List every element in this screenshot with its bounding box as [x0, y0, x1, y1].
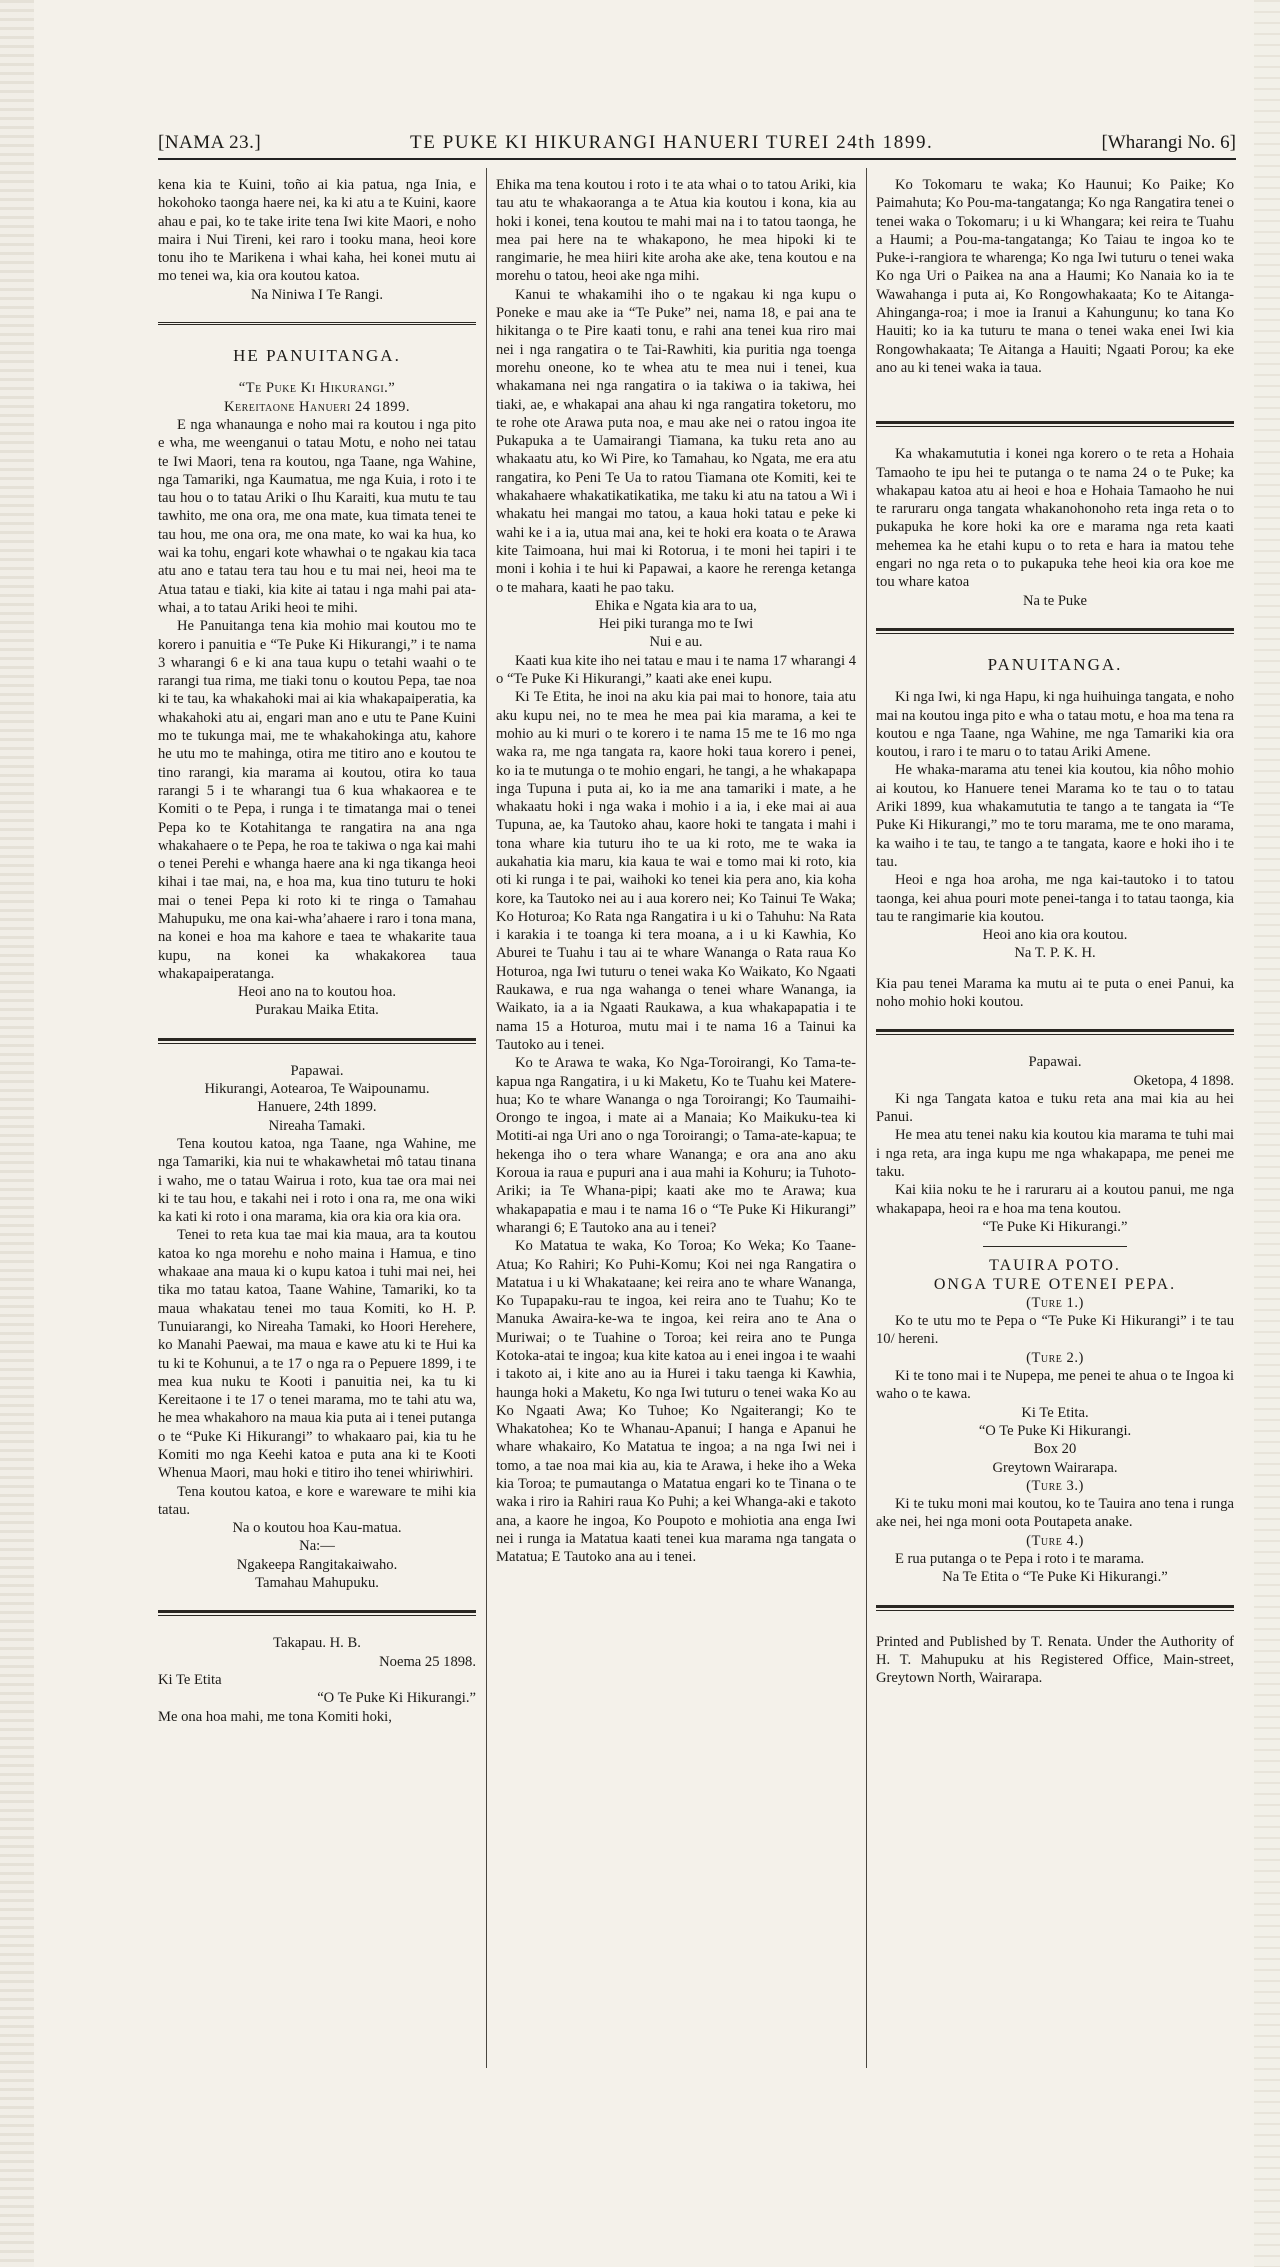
scan-edge-left: [0, 0, 34, 2267]
signature: Na o koutou hoa Kau-matua.: [232, 1520, 402, 1537]
rule-text: E rua putanga o te Pepa i roto i te marama.: [894, 1551, 1145, 1567]
signature: Na:—: [299, 1538, 335, 1555]
notice-title: “Te Puke Ki Hikurangi.”: [238, 380, 396, 397]
signature: Na te Puke: [1022, 592, 1088, 609]
rules-heading: TAUIRA POTO.: [989, 1257, 1121, 1275]
rule-text: Ko te utu mo te Pepa o “Te Puke Ki Hikurangi” i te tau 10/ hereni.: [876, 1313, 1234, 1348]
paragraph: Kia pau tenei Marama ka mutu ai te puta o enei Panui, ka noho mohio hoki koutou.: [876, 975, 1234, 1010]
paragraph: Heoi e nga hoa aroha, me nga kai-tautoko i to tatou taonga, kei ahua pouri mote penei-tanga i to tatau taonga, kia tau te rangimarie kia koutou.: [876, 872, 1234, 925]
column-rule-2: [866, 168, 867, 2068]
scan-edge-right: [1254, 0, 1280, 2267]
issue-number: [NAMA 23.]: [158, 132, 262, 153]
paragraph: Kanui te whakamihi iho o te ngakau ki nga kupu o Poneke e mau ake ia “Te Puke” nei, nama 18, e pai ana te hikitanga o te Pire kaati tonu, e rahi ana tenei kua riro mai nei i nga rangatira o te Tai-Rawhiti, kia puritia nga toenga morehu oneone, ko te whea atu te mea nui i tenei, kua whakamana nei nga rangatira o ia takiwa o ia takiwa, hei tiaki, ae, e whakapai ana ahau ki nga rangatira toketoru, mo te rohe ote Arawa puta noa, e mau ake nei o ratou ingoa ite Pukapuka a te Uamairangi Tiamana, ka tuku reta ano au whakaatu atu, ko Wi Pire, ko Tamahau, ko Ngata, me era atu rangatira, ko Peni Te Ua to ratou Tiamana ote Komiti, kei te whakahaere whakatikatikatika, me taku ki atu na tatou a Wi i whakatu hei mangai mo tatou, a kaua hoki tatau e peke ki wahi ke i a ia, utua mai ana, kei te hoki era koata o te Arawa kite Taimoana, hui mai ki Rotorua, i te moni hei tapiri i te moni i kohia i te hui ki Papawai, a kaore he rerenga ketanga o te mahara, kaati he pao taku.: [496, 286, 856, 596]
rules-subheading: ONGA TURE OTENEI PEPA.: [933, 1275, 1177, 1293]
section-heading: HE PANUITANGA.: [233, 346, 401, 366]
verse-line: Ehika e Ngata kia ara to ua,: [595, 597, 757, 614]
letter-title: Takapau. H. B.: [273, 1635, 361, 1652]
paragraph: Ehika ma tena koutou i roto i te ata whai o to tatou Ariki, kia tau atu te whakaoranga a te Atua kia koutou i kona, kia au hoki i konei, tena koutou te mahi mai na i to tatou taonga, he mea pai here na te whakapono, he mea hipoki ki te rangimarie, he mea hiiri kite aroha ake ake, tena koutou e na morehu o tatou, heoi ake nga mihi.: [496, 177, 856, 285]
letter-date: Oketopa, 4 1898.: [1133, 1072, 1234, 1089]
divider: [876, 628, 1234, 634]
paragraph: He Panuitanga tena kia mohio mai koutou mo te korero i panuitia e “Te Puke Ki Hikurangi,” i te nama 3 wharangi 6 e ki ana taua kupu o tetahi waahi o te rarangi tua rima, me tiaki tonu o koutou Pepa, tae noa ki te tau, ka whakahoki mai ai kia whakapaiperatia, ka whakahoki atu ai, engari man ano e utu te Pane Kuini mo te tukunga mai, me te whakahokinga atu, kahore he utu mo te mahinga, otira me titiro ano e koutou te tino rarangi, kia marama ai koutou, otira ko taua rarangi 5 i te wharangi tua 6 kua whakaorea e te Komiti o te Pepa, i runga i te timatanga mai o tenei Pepa ko te Kotahitanga te rangatira na ana nga whakahaere o te Pepa, he roa te takiwa o nga kai mahi o tenei Perehi e whanga haere ana ki nga tikanga heoi kihai i tae mai, na, e hoa ma, kua tino tuturu te hoki mai o tenei Pepa ki roto ki te ringa o Tamahau Mahupuku, me ona kai-wha’ahaere i raro i tona mana, na konei e hoa ma kahore e taea te whakarite taua kupu, na konei ka whakakorea taua whakapaiperatanga.: [158, 618, 476, 982]
paragraph: E nga whanaunga e noho mai ra koutou i nga pito e wha, me weenganui o tatau Motu, e noho nei tatau te Iwi Maori, tena ra koutou, nga Taane, nga Wahine, nga Tamariki, nga Kaumatua, me nga Kuia, i roto i te tau hou o to tatau Ariki o Ihu Karaiti, kua mutu te tau tawhito, me ona ora, me ona mate, kua timata tenei te tau hou, me ona ora, me ona mate, ko wai ka hua, ko wai ka tohu, engari kote whawhai o te ngakau kia taca atu ano e tatau tera tau hou e tu mai nei, heoi ma te Atua tatau e tiaki, kia kite ai tatau i nga mahi pai ata-whai, a to tatau Ariki heoi te mihi.: [158, 416, 476, 616]
paragraph: Ka whakamututia i konei nga korero o te reta a Hohaia Tamaoho te ipu hei te putanga o te nama 24 o te Puke; ka whakapau katoa atu ai heoi e hoa e Hohaia Tamaoho he nui te raruraru onga tangata whakanohonoho reta inga reta o to pukapuka he kore hoki ka ore e marama nga reta kaati mehemea ka he etahi kupu o to reta e hara ia matou tehe engari no nga reta o to pukapuka tehe heoi kia ora koe me tou whare katoa: [876, 446, 1234, 591]
divider: [876, 1029, 1234, 1035]
letter-date: Noema 25 1898.: [379, 1653, 476, 1670]
paragraph: Kaati kua kite iho nei tatau e mau i te nama 17 wharangi 4 o “Te Puke Ki Hikurangi,” kaati ake enei kupu.: [496, 652, 856, 688]
rule-label: (Ture 2.): [1026, 1349, 1084, 1366]
signature: Na Niniwa I Te Rangi.: [250, 286, 384, 303]
divider: [158, 1038, 476, 1044]
rule-label: (Ture 1.): [1026, 1294, 1084, 1311]
signature: “Te Puke Ki Hikurangi.”: [982, 1218, 1128, 1235]
address-line: Ki Te Etita.: [1021, 1404, 1089, 1421]
signature: Tamahau Mahupuku.: [255, 1575, 379, 1592]
rule-text: Ki te tono mai i te Nupepa, me penei te ahua o te Ingoa ki waho o te kawa.: [876, 1368, 1234, 1403]
column-2: [496, 176, 856, 1567]
paragraph: Tenei to reta kua tae mai kia maua, ara ta koutou katoa ko nga morehu e noho maina i Hamua, e tino whakaae ana maua ki o kupu katoa i tuhi mai nei, hei tika mo tatau katoa, Taane Wahine, Tamariki, ko ta maua whakatau tenei mo taua Komiti, ko H. P. Tunuiarangi, ko Nireaha Tamaki, ko Hoori Herehere, ko Manahi Paewai, ma maua e kawe atu ki te Hui ka tu ki te Kohunui, a te 17 o nga ra o Pepuere 1899, i te mea kua nuku te Kooti i panuitia nei, ka tu ki Kereitaone i te 17 o tenei marama, mo te tahi atu wa, he mea whakahoro na maua kia puta ai i tenei putanga o te “Puke Ki Hikurangi” to whakaaro pai, kia tu he Komiti mo nga Keehi katoa e puta ana ki te Kooti Whenua Maori, mau hoki e titiro iho tenei whiriwhiri.: [158, 1227, 476, 1482]
paragraph: He mea atu tenei naku kia koutou kia marama te tuhi mai i nga reta, ara inga kupu me nga whakapapa, me penei me taku.: [876, 1127, 1234, 1181]
verse-line: Hei piki turanga mo te Iwi: [598, 616, 754, 633]
divider: [983, 1246, 1126, 1247]
signature: Heoi ano na to koutou hoa.: [237, 984, 397, 1001]
paragraph: Tena koutou katoa, e kore e wareware te mihi kia tatau.: [158, 1483, 476, 1518]
divider: [876, 421, 1234, 427]
signature: Purakau Maika Etita.: [255, 1002, 379, 1019]
verse-line: Nui e au.: [649, 634, 703, 651]
letter-title: Papawai.: [290, 1062, 344, 1079]
paragraph: Ko Tokomaru te waka; Ko Haunui; Ko Paike; Ko Paimahuta; Ko Pou-ma-tangatanga; Ko nga Rangatira tenei o tenei waka o Tokomaru; i u ki Whangara; kei reira te Tuahu a Haumi; a Pou-ma-tangatanga; Ko Taiau te ingoa ko te Puke-i-rangiora te wharenga; Ko nga Iwi tuturu o tenei waka Ko nga Uri o Paikea na ana a Haumi; Ko Nanaia ko ia te Wawahanga i puta ai, Ko Rongowhakaata; Ko te Aitanga-Ahinganga-roa; i moe ia Iranui a Kahungunu; ko tana Ko Hauiti; ko ia ka tuturu te mana o tenei waka enei Iwi kia Rongowhakaata; Te Aitanga a Hauiti; Ngaati Porou; ka eke ano au ki tenei waka ia taua.: [876, 177, 1234, 376]
rule-label: (Ture 4.): [1026, 1532, 1084, 1549]
paragraph: Ko te Arawa te waka, Ko Nga-Toroirangi, Ko Tama-te-kapua nga Rangatira, i u ki Maketu, Ko te Tuahu kei Matere-hua; Ko te whare Wananga o nga Toroirangi; Ko Taumaihi-Orongo te ingoa, i mate ai a Manaia; Ko Maikuku-tea ki Motiti-ai nga Uri ano o nga Toroirangi; o Tama-ate-kapua; te hekenga iho o tera whare Wananga; e ora ana ano aku Koroua ia raua e pupuri ana i aua mahi ia Kohuru; ia Tuhoto-Ariki; ia Te Whana-pipi; kaati ake mo te Arawa; kua whakapapatia e mau i te nama 16 o “Te Puke Ki Hikurangi” wharangi 6; E Tautoko ana au i tenei?: [496, 1055, 856, 1236]
address-line: “O Te Puke Ki Hikurangi.: [978, 1422, 1132, 1439]
rule-label: (Ture 3.): [1026, 1477, 1084, 1494]
divider: [158, 322, 476, 325]
paragraph: Kai kiia noku te he i raruraru ai a koutou panui, me nga whakapapa, heoi ra e hoa ma tena koutou.: [876, 1182, 1234, 1217]
signature: Na T. P. K. H.: [1014, 945, 1096, 962]
letter-location: Hikurangi, Aotearoa, Te Waipounamu.: [204, 1081, 430, 1098]
section-heading: PANUITANGA.: [987, 654, 1123, 674]
paragraph: Ko Matatua te waka, Ko Toroa; Ko Weka; Ko Taane-Atua; Ko Rahiri; Ko Puhi-Komu; Koi nei nga Rangatira o Matatua i u ki Whakataane; kei reira ano te whare Wananga, Ko Tupapaku-rau te ingoa, kei reira ano te Tuahu; Ko te Manuka Awaira-ke-wa te ingoa, kei reira ano te Ana o Muriwai; o te Tuahine o Toroa; kei reira ano te Punga Kotoka-atai te ingoa; kua kite katoa au i enei ingoa i te waahi i takoto ai, i kite ano au ia Hurei i taku taenga ki Kawhia, haunga hoki a Maketu, Ko nga Iwi tuturu o tenei waka Ko au Ko Ngaati Awa; Ko Tuhoe; Ko Ngaiterangi; Ko te Whakatohea; Ko te Whanau-Apanui; I hanga e Apanui he whare whakairo, Ko Matatua te ingoa; a na nga Iwi nei i tomo, a tae noa mai kia au, kia te Arawa, i heke iho a Weka kia Toroa; te pumautanga o Matatua engari ko te Tinana o te waka i riro ia Rahiri raua Ko Puhi; a kei Whanga-aki e takoto ana, a kaore he ingoa, Ko Poupoto e mohiotia ana enga Iwi nei i runga ia Matatua kaati tenei kua marama nga tangata o Matatua; E Tautoko ana au i tenei.: [496, 1238, 856, 1566]
column-1: [158, 176, 476, 1726]
letter-recipient: Ki Te Etita: [158, 1671, 222, 1688]
paragraph: Me ona hoa mahi, me tona Komiti hoki,: [158, 1708, 392, 1725]
paragraph: Tena koutou katoa, nga Taane, nga Wahine, me nga Tamariki, kia nui te whakawhetai mô tatau tinana i waho, me o tatau Wairua i roto, kua tae ora mai nei ki te tau hou, e takahi nei i roto i ona ra, me ona wiki ka kati ki roto i ona marama, kia ora kia ora kia ora.: [158, 1135, 476, 1226]
address-line: Greytown Wairarapa.: [992, 1459, 1118, 1476]
article-continuation: kena kia te Kuini, toño ai kia patua, nga Inia, e hokohoko taonga haere nei, ka ki atu a te Kuini, kaore ahau e pai, ko te take irite tena Iwi kite Maori, e noho maira i Nui Tireni, kei raro i tooku mana, heoi kore tonu iho te Marikena i whai kaha, hei konei mutu ai mo tenei wa, kia ora koutou katoa.: [158, 177, 476, 285]
signature: Na Te Etita o “Te Puke Ki Hikurangi.”: [942, 1569, 1168, 1586]
letter-recipient: Nireaha Tamaki.: [268, 1117, 366, 1134]
page-number: [Wharangi No. 6]: [1101, 132, 1236, 153]
letter-date: Hanuere, 24th 1899.: [257, 1099, 377, 1116]
column-rule-1: [486, 168, 487, 2068]
paragraph: Ki nga Iwi, ki nga Hapu, ki nga huihuinga tangata, e noho mai na koutou inga pito e wha o tatau motu, e hoa ma tena ra koutou e nga Taane, nga Wahine, me nga Tamariki kia ora koutou, i raro i te maru o to tatau Ariki Amene.: [876, 689, 1234, 761]
paragraph: Ki Te Etita, he inoi na aku kia pai mai to honore, taia atu aku kupu nei, no te mea he mea pai kia marama, a kei te mohio au ki muri o te korero i te nama 15 me te 16 mo nga waka ra, me nga tangata ra, kaore hoki taua korero i penei, ko ia te mutunga o te mohio engari, he tangi, a he whakapapa inga Tupuna i puta ai, ko ia me ana tamariki i mate, a he whakaatu hoki i nga waka i mohio i a ia, i eke mai ai aua Tupuna, ae, ka Tautoko ahau, kaore hoki te tangata i mahi i tona whare kia tuturu iho te ua ki roto, me te waka ia aukahatia kia maru, kia kaua te wai e tomo mai ki roto, kia oti ki runga i te pai, waihoki ko tenei kia pera ano, kia koha kore, ka Tautoko nei au i aua korero nei; Ko Tainui Te Waka; Ko Hoturoa; Ko Rata nga Rangatira i u ki o Tahuhu: Na Rata i karakia i te toanga ki tera moana, a i u ki Kawhia, Ko Aburei te Tuahu i tau ai te whare Wananga o Rata raua Ko Hoturoa, nga Iwi tuturu o tenei waka Ko Waikato, Ko Ngaati Raukawa, e rua nga wahanga o tenei whare Wananga, ia Waikato, ia a ia Ngaati Raukawa, a kua whakapapatia i te nama 15 a Hoturoa, mutu mai i te nama 16 a Tainui ka Tautoko au i tenei.: [496, 689, 856, 1053]
page-header: [158, 128, 1236, 160]
letter-recipient: “O Te Puke Ki Hikurangi.”: [317, 1690, 476, 1707]
paragraph: Ki nga Tangata katoa e tuku reta ana mai kia au hei Panui.: [876, 1090, 1234, 1126]
divider: [876, 1605, 1234, 1611]
signature: Ngakeepa Rangitakaiwaho.: [236, 1556, 398, 1573]
divider: [158, 1610, 476, 1616]
rule-text: Ki te tuku moni mai koutou, ko te Tauira ano tena i runga ake nei, hei nga moni oota Poutapeta anake.: [876, 1496, 1234, 1531]
masthead-title: TE PUKE KI HIKURANGI HANUERI TUREI 24th 1899.: [410, 132, 934, 153]
signature: Heoi ano kia ora koutou.: [982, 927, 1128, 944]
letter-title: Papawai.: [1028, 1054, 1082, 1071]
address-line: Box 20: [1033, 1441, 1077, 1458]
imprint: Printed and Published by T. Renata. Under the Authority of H. T. Mahupuku at his Registered Office, Main-street, Greytown North, Wairarapa.: [876, 1633, 1234, 1687]
notice-date: Kereitaone Hanueri 24 1899.: [223, 398, 411, 415]
paragraph: He whaka-marama atu tenei kia koutou, kia nôho mohio ai koutou, ko Hanuere tenei Marama ko te tau o to tatau Ariki 1899, kua whakamututia te tango a te tangata ia “Te Puke Ki Hikurangi,” mo te toru marama, me te ono marama, ka waiho i te tau, te tango a te tangata, kaore e hoki iho i te tau.: [876, 762, 1234, 870]
column-3: [876, 176, 1234, 1687]
